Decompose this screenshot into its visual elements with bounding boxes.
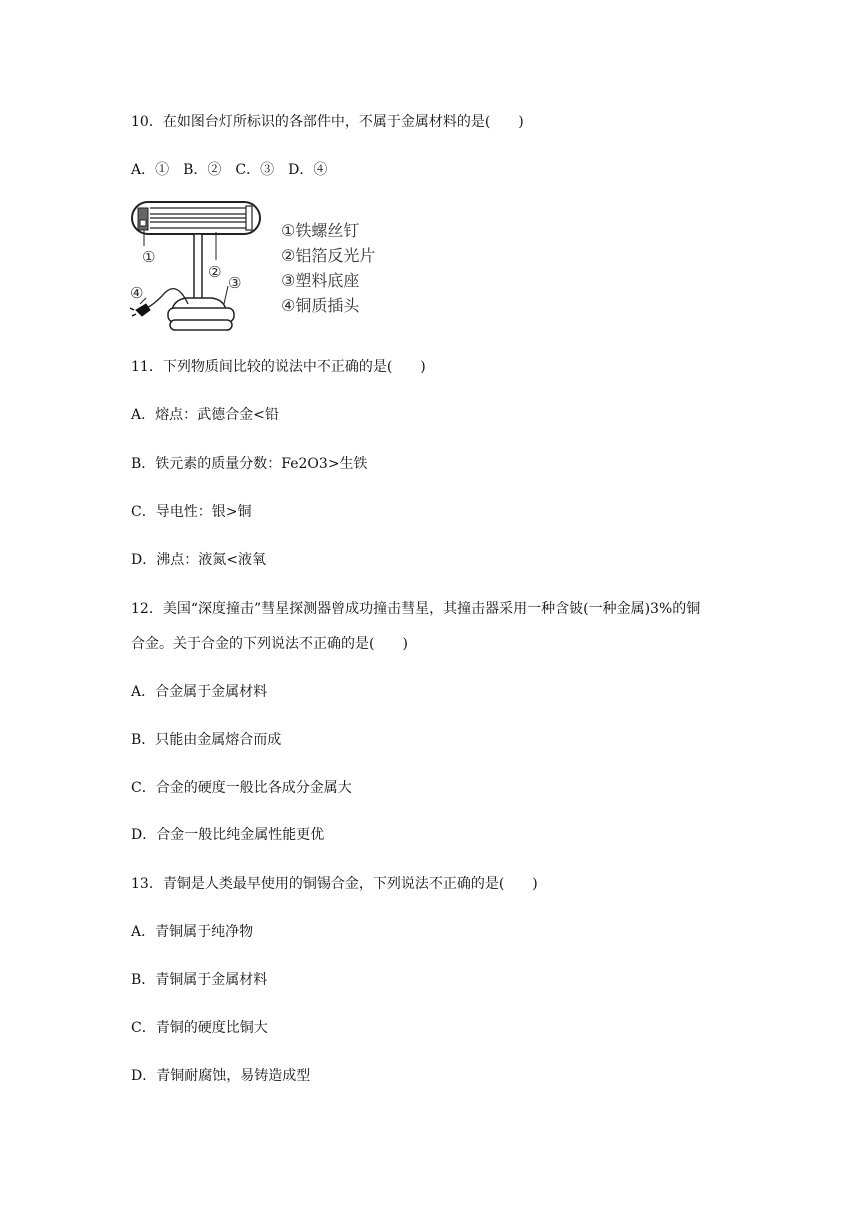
desk-lamp-illustration (128, 198, 278, 338)
desk-lamp-figure (128, 198, 408, 338)
q10-options: A．① B．② C．③ D．④ (131, 162, 328, 178)
q13-option-a: A．青铜属于纯净物 (131, 924, 254, 940)
marker-2: ② (208, 263, 222, 281)
legend-item: ②铝箔反光片 (281, 246, 376, 265)
marker-4: ④ (130, 284, 144, 302)
q11-option-a: A．熔点：武德合金<铅 (131, 407, 279, 423)
legend-item: ③塑料底座 (281, 271, 360, 290)
q10-stem: 10．在如图台灯所标识的各部件中，不属于金属材料的是( ) (131, 114, 524, 130)
figure-legend (281, 218, 375, 318)
q11-stem: 11．下列物质间比较的说法中不正确的是( ) (131, 359, 426, 375)
q11-option-b: B．铁元素的质量分数：Fe2O3>生铁 (131, 456, 368, 472)
legend-item: ①铁螺丝钉 (281, 221, 360, 240)
q13-option-c: C．青铜的硬度比铜大 (131, 1020, 268, 1036)
q12-option-c: C．合金的硬度一般比各成分金属大 (131, 780, 352, 796)
q13-option-b: B．青铜属于金属材料 (131, 972, 268, 988)
q13-stem: 13．青铜是人类最早使用的铜锡合金，下列说法不正确的是( ) (131, 876, 538, 892)
q11-option-d: D．沸点：液氮<液氧 (131, 552, 266, 568)
q12-option-d: D．合金一般比纯金属性能更优 (131, 827, 325, 843)
q12-option-b: B．只能由金属熔合而成 (131, 732, 282, 748)
legend-item: ④铜质插头 (281, 296, 360, 315)
q11-option-c: C．导电性：银>铜 (131, 504, 252, 520)
q12-stem-line2: 合金。关于合金的下列说法不正确的是( ) (131, 636, 408, 652)
q13-option-d: D．青铜耐腐蚀，易铸造成型 (131, 1068, 311, 1084)
q12-stem-line1: 12．美国“深度撞击”彗星探测器曾成功撞击彗星，其撞击器采用一种含铍(一种金属)3%的铜 (131, 601, 701, 617)
marker-3: ③ (228, 274, 242, 292)
q12-option-a: A．合金属于金属材料 (131, 684, 268, 700)
marker-1: ① (142, 248, 156, 266)
